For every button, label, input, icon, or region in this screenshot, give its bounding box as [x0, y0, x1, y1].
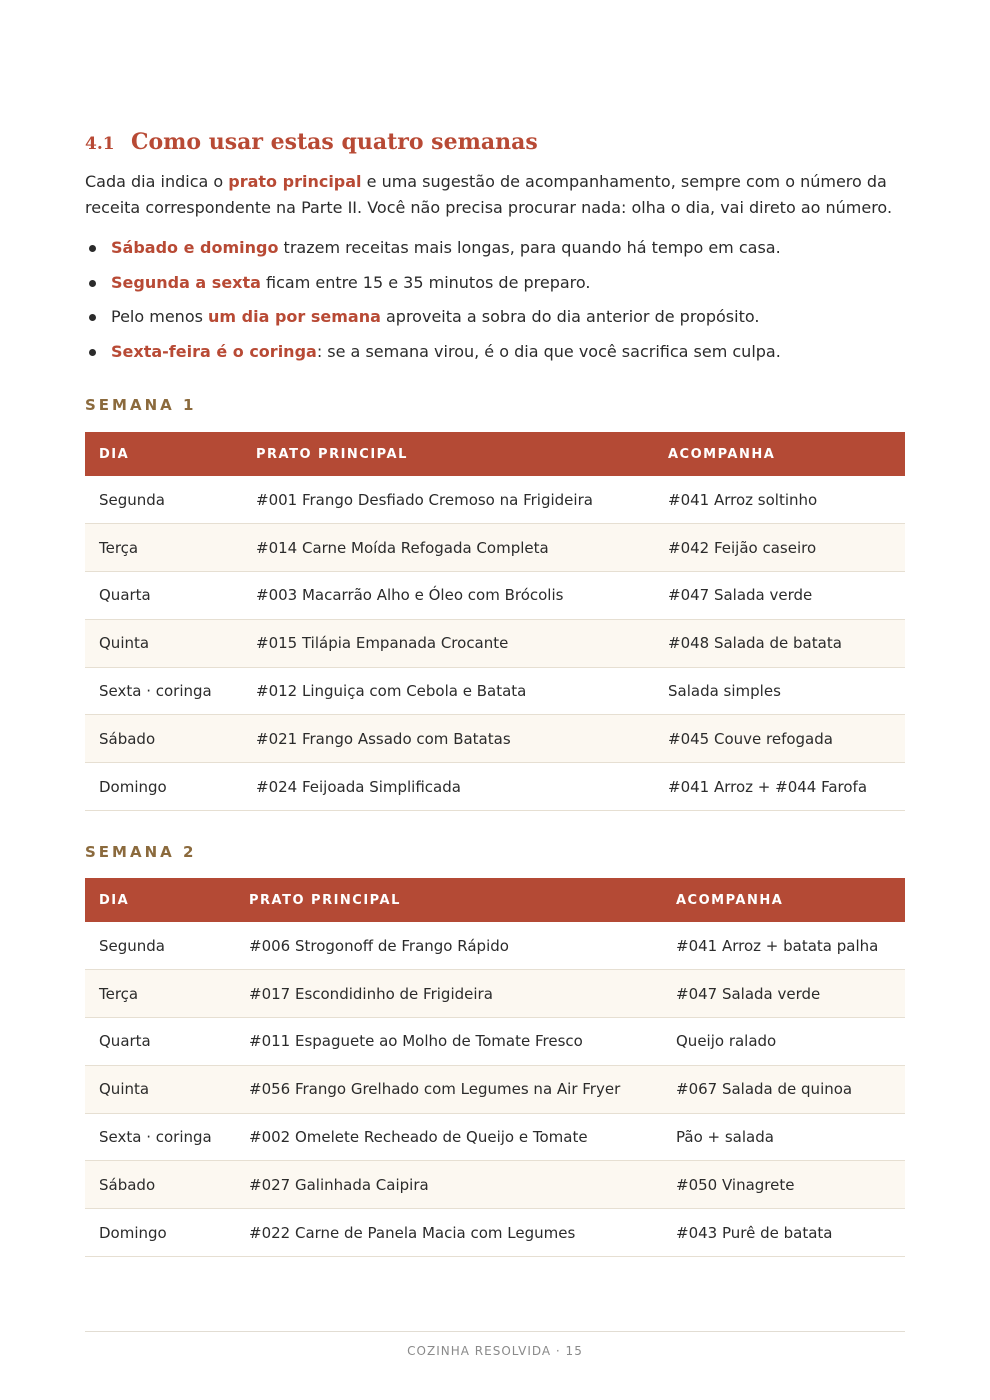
day-cell: Domingo [85, 1209, 235, 1257]
side-dish-cell: Queijo ralado [662, 1018, 905, 1066]
week-2-label: SEMANA 2 [85, 843, 197, 861]
side-dish-cell: #067 Salada de quinoa [662, 1065, 905, 1113]
main-dish-cell: #022 Carne de Panela Macia com Legumes [235, 1209, 662, 1257]
tip-text-after: ficam entre 15 e 35 minutos de preparo. [260, 272, 591, 292]
intro-highlight: prato principal [228, 172, 362, 191]
day-cell: Quinta [85, 619, 242, 667]
table-row [85, 667, 905, 715]
intro-paragraph [85, 169, 905, 221]
table-row [85, 1209, 905, 1257]
side-dish-cell: #043 Purê de batata [662, 1209, 905, 1257]
side-dish-cell: #041 Arroz + #044 Farofa [654, 763, 905, 811]
day-cell: Quinta [85, 1065, 235, 1113]
section-title: Como usar estas quatro semanas [130, 129, 538, 155]
tip-text-after: trazem receitas mais longas, para quando há tempo em casa. [278, 238, 781, 257]
table-row [85, 619, 905, 667]
side-dish-cell: Salada simples [654, 667, 905, 715]
table-row [85, 922, 905, 970]
tip-text-before: Pelo menos [111, 307, 209, 326]
bullet-icon [89, 245, 96, 252]
table-row [85, 1113, 905, 1161]
table-row [85, 1161, 905, 1209]
side-dish-cell: #047 Salada verde [662, 970, 905, 1018]
day-cell: Terça [85, 524, 242, 572]
side-dish-cell: #041 Arroz + batata palha [662, 922, 905, 970]
side-dish-cell: Pão + salada [662, 1113, 905, 1161]
header-side: ACOMPANHA [654, 432, 905, 476]
tip-item [85, 270, 925, 305]
main-dish-cell: #015 Tilápia Empanada Crocante [242, 619, 654, 667]
tip-text-after: : se a semana virou, é o dia que você sacrifica sem culpa. [316, 341, 781, 361]
day-cell: Sexta · coringa [85, 1113, 235, 1161]
header-side: ACOMPANHA [662, 878, 905, 922]
day-cell: Sexta · coringa [85, 667, 242, 715]
intro-text-after: e uma sugestão de acompanhamento, sempre com o número da receita correspondente na Parte II. Você não precisa procurar nada: olha o dia, vai direto ao número. [85, 172, 893, 217]
day-cell: Segunda [85, 922, 235, 970]
intro-text-before: Cada dia indica o [85, 172, 229, 191]
day-cell: Quarta [85, 1018, 235, 1066]
page-footer: COZINHA RESOLVIDA · 15 [407, 1344, 583, 1358]
table-header-row [85, 878, 905, 922]
section-number: 4.1 [85, 134, 115, 154]
side-dish-cell: #045 Couve refogada [654, 715, 905, 763]
day-cell: Domingo [85, 763, 242, 811]
day-cell: Sábado [85, 715, 242, 763]
week-2-table [85, 878, 905, 1257]
day-cell: Terça [85, 970, 235, 1018]
tips-list [85, 235, 925, 373]
main-dish-cell: #014 Carne Moída Refogada Completa [242, 524, 654, 572]
tip-item [85, 235, 925, 270]
side-dish-cell: #047 Salada verde [654, 572, 905, 620]
main-dish-cell: #002 Omelete Recheado de Queijo e Tomate [235, 1113, 662, 1161]
table-row [85, 1065, 905, 1113]
main-dish-cell: #001 Frango Desfiado Cremoso na Frigideira [242, 476, 654, 524]
main-dish-cell: #003 Macarrão Alho e Óleo com Brócolis [242, 572, 654, 620]
table-row [85, 970, 905, 1018]
week-1-table [85, 432, 905, 811]
main-dish-cell: #011 Espaguete ao Molho de Tomate Fresco [235, 1018, 662, 1066]
main-dish-cell: #056 Frango Grelhado com Legumes na Air Fryer [235, 1065, 662, 1113]
side-dish-cell: #048 Salada de batata [654, 619, 905, 667]
main-dish-cell: #006 Strogonoff de Frango Rápido [235, 922, 662, 970]
table-row [85, 524, 905, 572]
header-main-dish: PRATO PRINCIPAL [235, 878, 662, 922]
tip-item [85, 339, 925, 374]
tip-highlight: Segunda a sexta [111, 272, 261, 292]
bullet-icon [89, 349, 96, 356]
week-1-label: SEMANA 1 [85, 396, 197, 414]
tip-highlight: um dia por semana [208, 307, 381, 326]
bullet-icon [89, 314, 96, 321]
table-header-row [85, 432, 905, 476]
bullet-icon [89, 280, 96, 287]
tip-highlight: Sábado e domingo [111, 238, 279, 257]
table-row [85, 763, 905, 811]
main-dish-cell: #027 Galinhada Caipira [235, 1161, 662, 1209]
table-row [85, 1018, 905, 1066]
table-row [85, 572, 905, 620]
header-day: DIA [85, 878, 235, 922]
header-main-dish: PRATO PRINCIPAL [242, 432, 654, 476]
tip-text-after: aproveita a sobra do dia anterior de propósito. [380, 307, 760, 326]
table-row [85, 476, 905, 524]
tip-item [85, 304, 925, 339]
main-dish-cell: #024 Feijoada Simplificada [242, 763, 654, 811]
side-dish-cell: #042 Feijão caseiro [654, 524, 905, 572]
main-dish-cell: #017 Escondidinho de Frigideira [235, 970, 662, 1018]
tip-highlight: Sexta-feira é o coringa [111, 341, 317, 361]
footer-divider [85, 1331, 905, 1332]
side-dish-cell: #041 Arroz soltinho [654, 476, 905, 524]
table-row [85, 715, 905, 763]
main-dish-cell: #012 Linguiça com Cebola e Batata [242, 667, 654, 715]
section-heading [85, 126, 538, 155]
day-cell: Quarta [85, 572, 242, 620]
side-dish-cell: #050 Vinagrete [662, 1161, 905, 1209]
day-cell: Segunda [85, 476, 242, 524]
header-day: DIA [85, 432, 242, 476]
main-dish-cell: #021 Frango Assado com Batatas [242, 715, 654, 763]
day-cell: Sábado [85, 1161, 235, 1209]
